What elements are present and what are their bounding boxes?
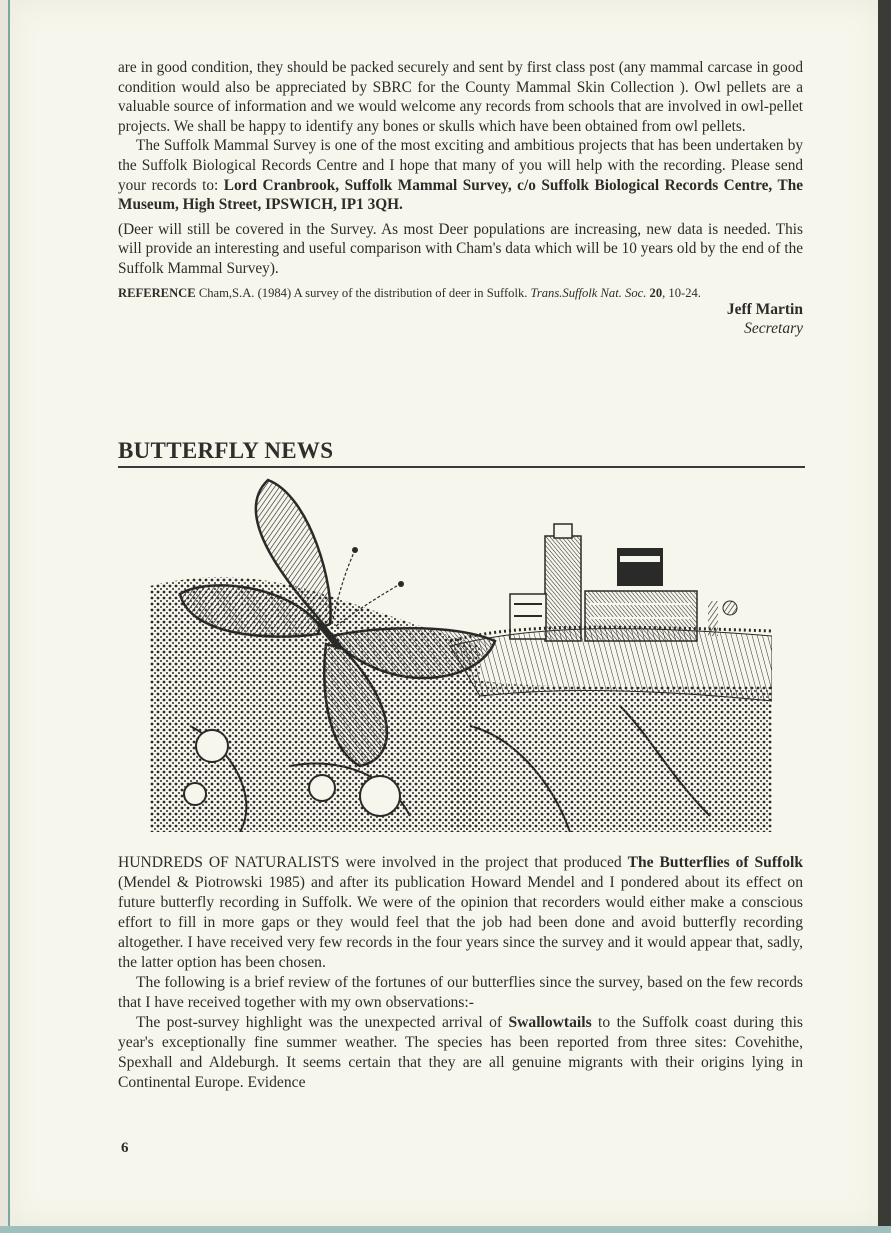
species-name: Swallowtails [508,1014,592,1031]
swallowtail-paragraph [118,1013,803,1093]
scan-edge-bottom [0,1226,891,1233]
swallowtail-text-a: The post-survey highlight was the unexpected arrival of [136,1014,509,1031]
reference-text: Cham,S.A. (1984) A survey of the distribution of deer in Suffolk. [195,285,531,300]
records-address: Lord Cranbrook, Suffolk Mammal Survey, c/o Suffolk Biological Records Centre, The Museum, High Street, IPSWICH, IP1 3QH. [118,176,803,214]
intro-paragraph [118,853,803,973]
butterfly-news-section [118,853,803,1093]
heading-rule [118,466,805,468]
reference-journal: Trans.Suffolk Nat. Soc. [530,285,647,300]
mammal-survey-section [118,58,803,339]
reference-entry [118,285,803,302]
signature-block [118,300,803,339]
intro-text-b: (Mendel & Piotrowski 1985) and after its publication Howard Mendel and I pondered about its effect on future butterfly recording in Suffolk. We were of the opinion that recorders would either make a conscious effort to fill in more gaps or they would feel that the job had been done and avoid butterfly recording altogether. I have received very few records in the four years since the survey and it would appear that, sadly, the latter option has been chosen. [118,874,803,971]
deer-paragraph: (Deer will still be covered in the Survey. As most Deer populations are increasing, new data is needed. This will provide an interesting and useful comparison with Cham's data which will be 10 years old by the end of the Suffolk Mammal Survey). [118,220,804,277]
intro-text-a: were involved in the project that produced [339,854,628,871]
reference-label: REFERENCE [118,285,196,300]
signature-role: Secretary [744,320,803,338]
reference-volume: 20 [649,285,663,300]
page-number: 6 [121,1140,129,1156]
scan-edge-right [878,0,891,1233]
signature-name: Jeff Martin [726,300,803,318]
reference-pages: , 10-24. [662,285,701,300]
review-paragraph: The following is a brief review of the fortunes of our butterflies since the survey, based on the few records that I have received together with my own observations:- [118,974,803,1011]
intro-lead: HUNDREDS OF NATURALISTS [118,854,340,871]
section-heading: BUTTERFLY NEWS [118,438,334,463]
swallowtail-text-b: to the Suffolk coast during this year's exceptionally fine summer weather. The species has been reported from three sites: Covehithe, Spexhall and Aldeburgh. It seems certain that they are all genuine migrants with their origins lying in Continental Europe. Evidence [118,1014,803,1091]
book-title: The Butterflies of Suffolk [627,854,804,871]
mammal-survey-text: The Suffolk Mammal Survey is one of the most exciting and ambitious projects that has been undertaken by the Suffolk Biological Records Centre and I hope that many of you will help with the recording. Please send your records to: [118,137,803,194]
butterfly-illustration [150,476,772,832]
owl-pellets-paragraph: are in good condition, they should be packed securely and sent by first class post (any mammal carcase in good condition would also be appreciated by SBRC for the County Mammal Skin Collection ). Owl pellets are a valuable source of information and we would welcome any records from schools that are involved in owl-pellet projects. We shall be happy to identify any bones or skulls which have been obtained from owl pellets. [118,59,803,135]
mammal-survey-paragraph [118,136,803,214]
